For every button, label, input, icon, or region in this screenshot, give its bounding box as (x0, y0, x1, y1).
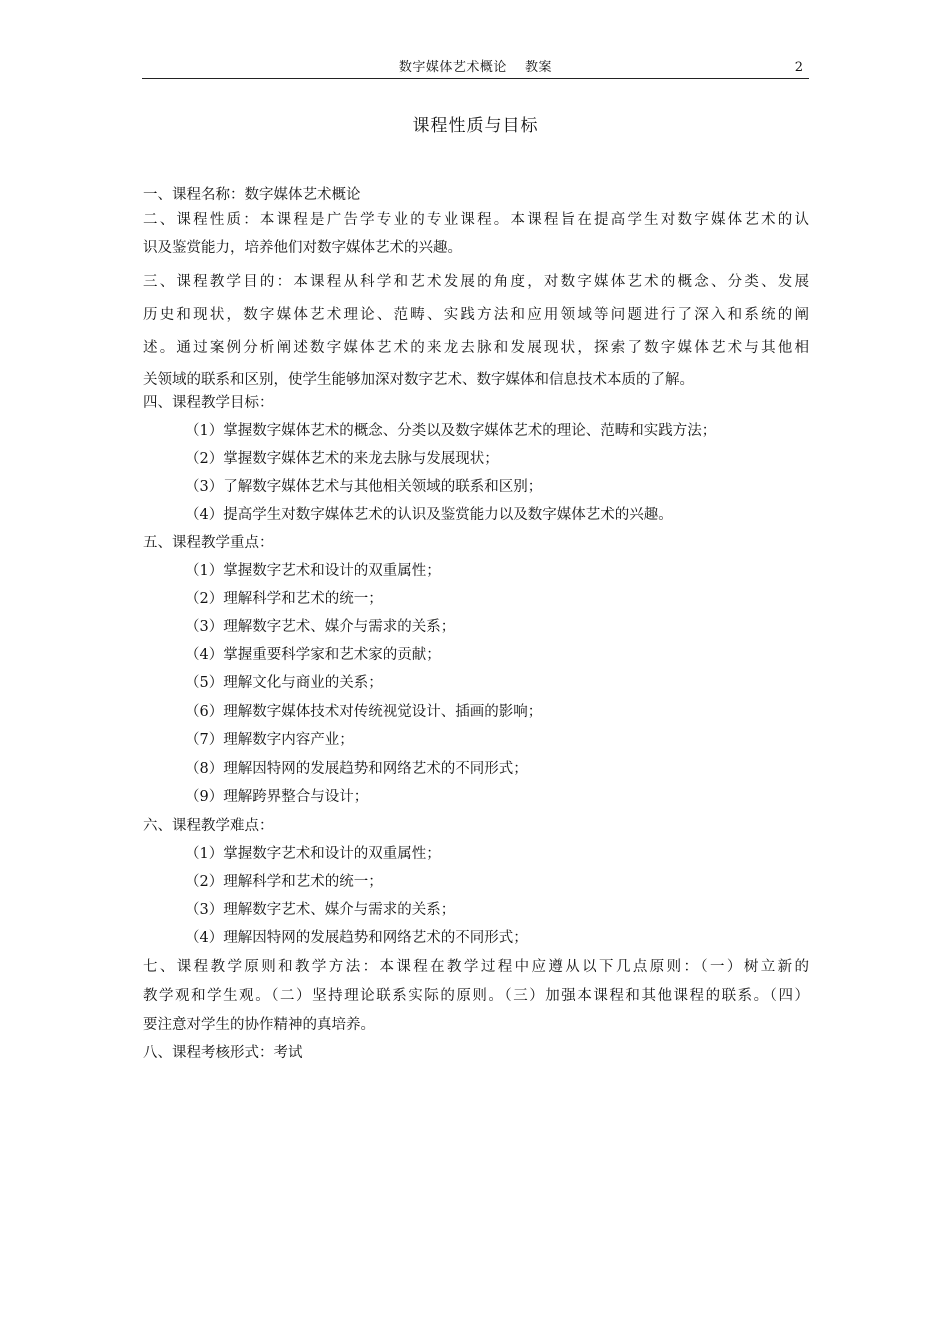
goal-item: （2）掌握数字媒体艺术的来龙去脉与发展现状； (185, 451, 499, 467)
key-point-item: （4）掌握重要科学家和艺术家的贡献； (185, 647, 441, 663)
page-header (142, 60, 809, 79)
course-purpose-line: 关领域的联系和区别，使学生能够加深对数字艺术、数字媒体和信息技术本质的了解。 (143, 372, 694, 388)
course-nature-line: 二、课程性质：本课程是广告学专业的专业课程。本课程旨在提高学生对数字媒体艺术的认 (143, 212, 809, 228)
header-title: 数字媒体艺术概论 教案 (398, 60, 553, 75)
key-point-item: （9）理解跨界整合与设计； (185, 789, 369, 805)
document-title: 课程性质与目标 (412, 116, 539, 136)
course-purpose-line: 三、课程教学目的：本课程从科学和艺术发展的角度，对数字媒体艺术的概念、分类、发展 (143, 274, 809, 290)
key-point-item: （5）理解文化与商业的关系； (185, 675, 383, 691)
course-name-line: 一、课程名称：数字媒体艺术概论 (143, 187, 361, 203)
difficulties-heading: 六、课程教学难点： (143, 818, 274, 834)
goals-heading: 四、课程教学目标： (143, 395, 274, 411)
course-purpose-line: 历史和现状，数字媒体艺术理论、范畴、实践方法和应用领域等问题进行了深入和系统的阐 (143, 307, 809, 323)
goal-item: （3）了解数字媒体艺术与其他相关领域的联系和区别； (185, 479, 543, 495)
principles-line: 七、课程教学原则和教学方法：本课程在教学过程中应遵从以下几点原则：（一）树立新的 (143, 959, 809, 975)
key-point-item: （7）理解数字内容产业； (185, 732, 354, 748)
difficulty-item: （4）理解因特网的发展趋势和网络艺术的不同形式； (185, 930, 528, 946)
course-nature-line: 识及鉴赏能力，培养他们对数字媒体艺术的兴趣。 (143, 240, 462, 256)
key-point-item: （3）理解数字艺术、媒介与需求的关系； (185, 619, 456, 635)
key-point-item: （2）理解科学和艺术的统一； (185, 591, 383, 607)
principles-line: 教学观和学生观。（二）坚持理论联系实际的原则。（三）加强本课程和其他课程的联系。（四） (143, 988, 809, 1004)
key-point-item: （6）理解数字媒体技术对传统视觉设计、插画的影响； (185, 704, 543, 720)
difficulty-item: （2）理解科学和艺术的统一； (185, 874, 383, 890)
course-purpose-line: 述。通过案例分析阐述数字媒体艺术的来龙去脉和发展现状，探索了数字媒体艺术与其他相 (143, 340, 809, 356)
goal-item: （1）掌握数字媒体艺术的概念、分类以及数字媒体艺术的理论、范畴和实践方法； (185, 423, 717, 439)
assessment-line: 八、课程考核形式：考试 (143, 1045, 303, 1061)
page-number: 2 (794, 60, 803, 75)
principles-line: 要注意对学生的协作精神的真培养。 (143, 1017, 375, 1033)
key-point-item: （8）理解因特网的发展趋势和网络艺术的不同形式； (185, 761, 528, 777)
key-points-heading: 五、课程教学重点： (143, 535, 274, 551)
key-point-item: （1）掌握数字艺术和设计的双重属性； (185, 563, 441, 579)
goal-item: （4）提高学生对数字媒体艺术的认识及鉴赏能力以及数字媒体艺术的兴趣。 (185, 507, 673, 523)
difficulty-item: （3）理解数字艺术、媒介与需求的关系； (185, 902, 456, 918)
difficulty-item: （1）掌握数字艺术和设计的双重属性； (185, 846, 441, 862)
